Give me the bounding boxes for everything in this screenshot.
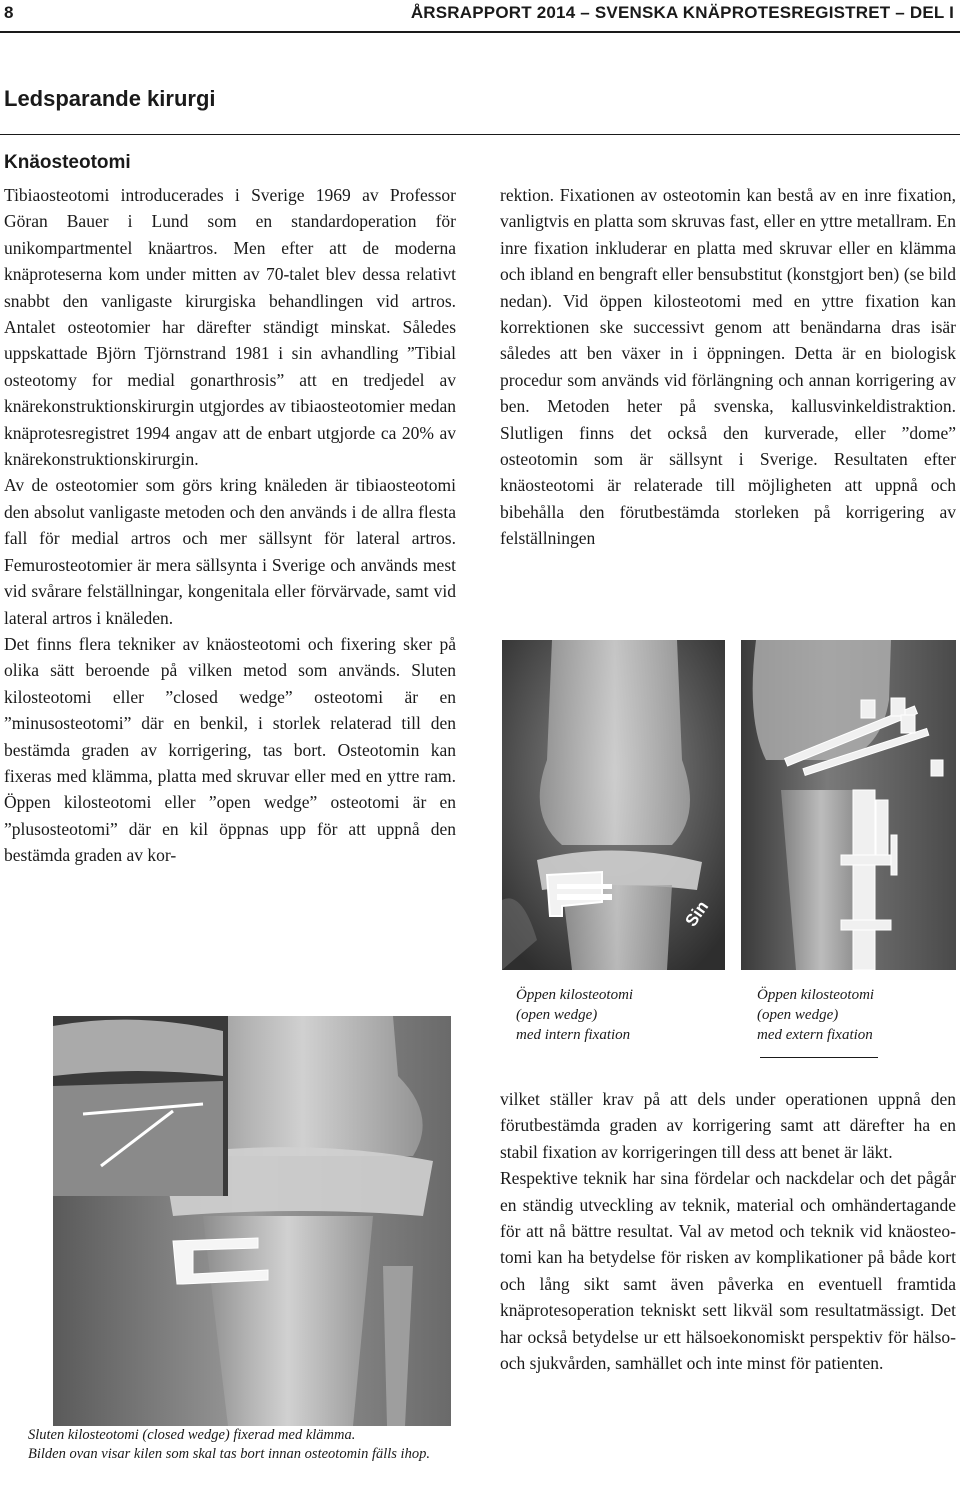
caption-rule (760, 1057, 878, 1058)
page-number: 8 (4, 3, 14, 22)
side-marker: Sin (681, 897, 713, 930)
xray-external-fixation (741, 640, 956, 970)
caption-external-fixation: Öppen kilosteotomi (open wedge) med extern fixation (757, 987, 875, 1043)
caption-closed-wedge: Sluten kilosteotomi (closed wedge) fixerad med klämma. Bilden ovan visar kilen som skal tas bort innan osteotomin fälls ihop. (28, 1427, 430, 1462)
paragraph: Av de osteotomier som görs kring knäleden är tibiaosteotomi den absolut vanligaste metoden och den används i de allra flesta fall för medial artros och mer sällsynt för lateral artros. Femurosteotomier är mera sällsynta i Sverige och används mest vid svårare felställningar, kongenitala eller förvärvade, samt vid lateral artros i knäleden. (4, 475, 456, 628)
caption-internal-fixation: Öppen kilosteotomi (open wedge) med intern fixation (516, 987, 634, 1043)
paragraph: Tibiaosteotomi introducerades i Sverige 1969 av Professor Göran Bauer i Lund som en standardoperation för unikompartmentel knäartros. Men efter att de moderna knäproteserna kom under mitten av 70-talet blev dessa relativt snabbt den vanligaste kirurgiska behandlingen vid artros. Antalet osteotomier har därefter ständigt minskat. Således uppskattade Björn Tjörnstrand 1981 i sin avhandling ”Tibial osteotomy for medial gonarthrosis” att en tredjedel av knärekonstruktionskirurgin utgjordes av tibiaosteotomier medan knäprotesregistret 1994 angav att de enbart utgjorde ca 20% av knärekonstruktionskirurgin. (4, 185, 456, 470)
subsection-title: Knäosteotomi (4, 152, 131, 173)
section-rule (0, 134, 960, 135)
paragraph: Respektive teknik har sina fördelar och nackdelar och det pågår en ständig utveckling av teknik, material och omhändertagande för att nå bättre resultat. Val av metod och teknik vid knäosteotomi kan ha betydelse för risken av komplikationer på både kort och lång sikt samt även påverka en eventuell framtida knäprotesoperation tekniskt sett likväl som resultatmässigt. Det har också betydelse ur ett hälsoekonomiskt perspektiv för hälso- och sjukvården, samhället och inte minst för patienten. (500, 1168, 956, 1374)
right-column-top (500, 182, 956, 552)
left-column (4, 182, 456, 869)
paragraph: rektion. Fixationen av osteotomin kan bestå av en inre fixation, vanligtvis en platta som skruvas fast, eller en yttre metallram. En inre fixation inkluderar en platta med skruvar eller en klämma och ibland en bengraft eller bensubstitut (konstgjort ben) (se bild nedan). Vid öppen kilosteotomi med en yttre fixation kan korrektionen ske successivt genom att benändarna dras isär således att ben växer in i öppningen. Detta är en biologisk procedur som används vid förlängning och annan korrigering av ben. Metoden heter på svenska, kallusvinkeldistraktion. Slutligen finns det också den kurverade, eller ”dome” osteotomin som är sällsynt i Sverige. Resultaten efter knäosteotomi är relaterade till möjligheten att uppnå och bibehålla den förutbestämda storleken på korrigering av felställningen (500, 185, 956, 549)
paragraph: Det finns flera tekniker av knäosteotomi och fixering sker på olika sätt beroende på vilken metod som används. Sluten kilosteotomi eller ”closed wedge” osteotomi är en ”minusosteotomi” där en benkil, i storlek relaterad till den bestämda graden av korrigering, tas bort. Osteotomin kan fixeras med klämma, platta med skruvar eller med en yttre ram. Öppen kilosteotomi eller ”open wedge” osteotomi är en ”plusosteotomi” där en kil öppnas upp för att uppnå den bestämda graden av kor- (4, 633, 456, 866)
right-column-bottom (500, 1086, 956, 1376)
running-header (0, 0, 960, 28)
xray-closed-wedge (53, 1016, 451, 1426)
header-rule (0, 31, 960, 33)
paragraph: vilket ställer krav på att dels under operationen uppnå den förutbestämda graden av korrigering samt att därefter ha en stabil fixation av korrigeringen till dess att benet är läkt. (500, 1089, 956, 1162)
section-title: Ledsparande kirurgi (4, 86, 216, 111)
running-title: ÅRSRAPPORT 2014 – SVENSKA KNÄPROTESREGISTRET – DEL I (410, 3, 954, 22)
